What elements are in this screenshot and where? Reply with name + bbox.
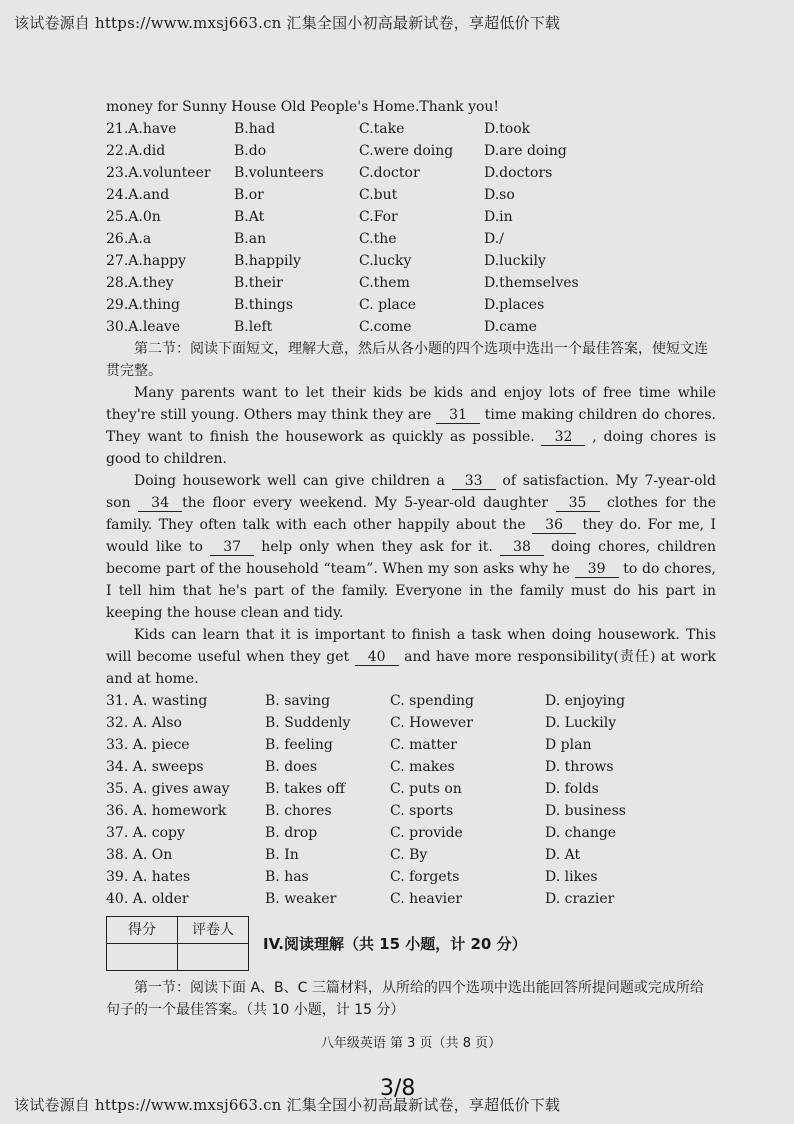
option-c: C. makes — [390, 759, 455, 775]
option-row-38 — [106, 844, 716, 866]
option-d: D.took — [484, 121, 531, 137]
option-a: 24.A.and — [106, 187, 170, 203]
grader-label: 评卷人 — [178, 917, 249, 944]
score-cell — [107, 944, 178, 971]
option-c: C. provide — [390, 825, 463, 841]
option-b: B.had — [234, 121, 276, 137]
option-d: D./ — [484, 231, 504, 247]
option-d: D.themselves — [484, 275, 579, 291]
option-a: 32. A. Also — [106, 715, 182, 731]
option-c: C.doctor — [359, 165, 420, 181]
option-d: D. change — [545, 825, 617, 841]
option-b: B.or — [234, 187, 264, 203]
option-d: D. business — [545, 803, 626, 819]
option-row-29 — [106, 294, 716, 316]
option-c: C. However — [390, 715, 473, 731]
option-b: B.volunteers — [234, 165, 324, 181]
option-row-27 — [106, 250, 716, 272]
option-c: C. sports — [390, 803, 454, 819]
option-a: 23.A.volunteer — [106, 165, 211, 181]
option-a: 28.A.they — [106, 275, 174, 291]
blank-37: 37 — [210, 539, 254, 556]
option-d: D.places — [484, 297, 545, 313]
option-c: C. spending — [390, 693, 474, 709]
blank-39: 39 — [575, 561, 619, 578]
option-a: 39. A. hates — [106, 869, 191, 885]
option-row-40 — [106, 888, 716, 910]
option-row-28 — [106, 272, 716, 294]
option-row-30 — [106, 316, 716, 338]
blank-38: 38 — [500, 539, 544, 556]
blank-32: 32 — [541, 429, 585, 446]
option-a: 30.A.leave — [106, 319, 181, 335]
option-a: 40. A. older — [106, 891, 189, 907]
passage-paragraph-2: Doing housework well can give children a 33 of satisfaction. My 7-year-old son 34 the floor every weekend. My 5-year-old daughter 35 clothes for the family. They often talk with each other happily about the 36 they do. For me, I would like to 37 help only when they ask for it. 38 doing chores, children become part of the household “team”. When my son asks why he 39 to do chores, I tell him that he's part of the family. Everyone in the family must do his part in keeping the house clean and tidy. — [106, 473, 717, 621]
option-d: D. Luckily — [545, 715, 617, 731]
source-banner-top: 该试卷源自 https://www.mxsj663.cn 汇集全国小初高最新试卷，享超低价下载 — [14, 14, 561, 32]
option-a: 29.A.thing — [106, 297, 180, 313]
option-a: 36. A. homework — [106, 803, 227, 819]
option-a: 37. A. copy — [106, 825, 185, 841]
grader-cell — [178, 944, 249, 971]
passage-paragraph-3: Kids can learn that it is important to finish a task when doing housework. This will become useful when they get 40 and have more responsibility(责任) at work and at home. — [106, 627, 716, 687]
option-b: B. chores — [265, 803, 332, 819]
option-b: B.their — [234, 275, 283, 291]
option-row-34 — [106, 756, 716, 778]
option-d: D.came — [484, 319, 537, 335]
option-b: B. has — [265, 869, 309, 885]
option-row-31 — [106, 690, 716, 712]
option-d: D.in — [484, 209, 513, 225]
option-b: B. In — [265, 847, 299, 863]
option-b: B. Suddenly — [265, 715, 351, 731]
option-row-32 — [106, 712, 716, 734]
option-c: C.the — [359, 231, 397, 247]
option-row-25 — [106, 206, 716, 228]
option-row-35 — [106, 778, 716, 800]
blank-33: 33 — [452, 473, 496, 490]
blank-31: 31 — [436, 407, 480, 424]
option-a: 25.A.0n — [106, 209, 161, 225]
blank-35: 35 — [556, 495, 600, 512]
option-c: C.take — [359, 121, 405, 137]
option-c: C.them — [359, 275, 410, 291]
option-row-23 — [106, 162, 716, 184]
option-a: 38. A. On — [106, 847, 173, 863]
section-2-heading: 第二节：阅读下面短文，理解大意，然后从各小题的四个选项中选出一个最佳答案，使短文连贯完整。 — [106, 341, 708, 379]
option-c: C.For — [359, 209, 398, 225]
option-d: D.are doing — [484, 143, 567, 159]
option-c: C. matter — [390, 737, 457, 753]
option-row-33 — [106, 734, 716, 756]
option-c: C.come — [359, 319, 412, 335]
section-4-header — [106, 916, 716, 971]
option-c: C. puts on — [390, 781, 462, 797]
option-d: D. enjoying — [545, 693, 626, 709]
option-b: B.left — [234, 319, 273, 335]
option-b: B. weaker — [265, 891, 337, 907]
score-label: 得分 — [107, 917, 178, 944]
option-c: C.lucky — [359, 253, 412, 269]
options-21-30 — [106, 118, 716, 338]
option-row-26 — [106, 228, 716, 250]
option-a: 22.A.did — [106, 143, 166, 159]
option-row-24 — [106, 184, 716, 206]
option-c: C.were doing — [359, 143, 454, 159]
option-c: C. heavier — [390, 891, 463, 907]
score-box — [106, 916, 249, 971]
option-b: B. feeling — [265, 737, 333, 753]
option-b: B. takes off — [265, 781, 345, 797]
option-a: 26.A.a — [106, 231, 152, 247]
option-b: B.an — [234, 231, 267, 247]
option-c: C. forgets — [390, 869, 460, 885]
option-d: D. throws — [545, 759, 614, 775]
exam-page — [106, 96, 716, 1055]
option-d: D.so — [484, 187, 515, 203]
option-c: C. By — [390, 847, 428, 863]
option-c: C.but — [359, 187, 398, 203]
option-a: 35. A. gives away — [106, 781, 230, 797]
option-b: B. does — [265, 759, 318, 775]
section-4-intro: 第一节：阅读下面 A、B、C 三篇材料，从所给的四个选项中选出能回答所提问题或完成所给句子的一个最佳答案。（共 10 小题，计 15 分） — [106, 980, 704, 1018]
option-row-37 — [106, 822, 716, 844]
intro-line: money for Sunny House Old People's Home.Thank you! — [106, 99, 500, 115]
option-b: B. drop — [265, 825, 318, 841]
option-row-21 — [106, 118, 716, 140]
option-b: B.happily — [234, 253, 301, 269]
option-d: D. folds — [545, 781, 599, 797]
option-b: B.do — [234, 143, 267, 159]
blank-40: 40 — [355, 649, 399, 666]
blank-36: 36 — [532, 517, 576, 534]
option-c: C. place — [359, 297, 417, 313]
option-row-39 — [106, 866, 716, 888]
option-b: B.things — [234, 297, 294, 313]
option-d: D. crazier — [545, 891, 615, 907]
passage-paragraph-1: Many parents want to let their kids be kids and enjoy lots of free time while they're still young. Others may think they are 31 time making children do chores. They want to finish the housework as quickly as possible. 32 , doing chores is good to children. — [106, 385, 717, 467]
page-footer: 八年级英语 第 3 页（共 8 页） — [320, 1036, 502, 1051]
blank-34: 34 — [138, 495, 182, 512]
option-row-36 — [106, 800, 716, 822]
option-row-22 — [106, 140, 716, 162]
option-d: D. likes — [545, 869, 598, 885]
options-31-40 — [106, 690, 716, 910]
option-d: D plan — [545, 737, 592, 753]
option-d: D.luckily — [484, 253, 546, 269]
option-a: 31. A. wasting — [106, 693, 208, 709]
option-b: B.At — [234, 209, 265, 225]
option-a: 27.A.happy — [106, 253, 187, 269]
source-banner-bottom: 该试卷源自 https://www.mxsj663.cn 汇集全国小初高最新试卷，享超低价下载 — [14, 1096, 561, 1114]
option-b: B. saving — [265, 693, 331, 709]
option-a: 33. A. piece — [106, 737, 190, 753]
page-counter: 3/8 — [380, 1076, 416, 1101]
option-a: 21.A.have — [106, 121, 177, 137]
option-d: D. At — [545, 847, 581, 863]
option-d: D.doctors — [484, 165, 553, 181]
option-a: 34. A. sweeps — [106, 759, 204, 775]
section-4-title: IV.阅读理解（共 15 小题，计 20 分） — [263, 934, 527, 953]
